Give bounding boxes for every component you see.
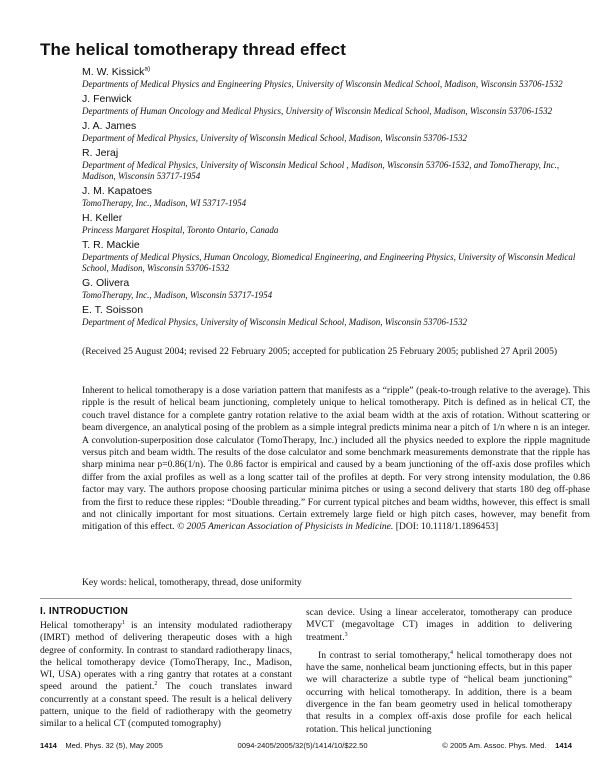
page-number-left: 1414 [40, 741, 57, 750]
author-block [82, 304, 582, 328]
author-name: J. A. James [82, 120, 137, 132]
body-paragraph [306, 607, 572, 644]
author-name: H. Keller [82, 212, 123, 224]
author-name: G. Olivera [82, 277, 130, 289]
abstract-body: Inherent to helical tomotherapy is a dose variation pattern that manifests as a “ripple” (peak-to-trough relative to the average). This ripple is the result of helical beam junctioning, completely unique to helical tomotherapy. Pitch is defined as in helical CT, the couch travel distance for a complete gantry rotation relative to the axial beam width at the axis of rotation. Without scattering or beam divergence, an analytical posing of the problem as a simple integral predicts minima near a pitch of 1/n where n is an integer. A convolution-superposition dose calculator (TomoTherapy, Inc.) included all the physics needed to explore the ripple magnitude versus pitch and beam width. The results of the dose calculator and some benchmark measurements demonstrate that the ripple has sharp minima near p=0.86(1/n). The 0.86 factor is empirical and caused by a beam junctioning of the off-axis dose profiles which differ from the axial profiles as well as a long scatter tail of the profiles at depth. For very strong intensity modulation, the 0.86 factor may vary. The authors propose choosing particular minima pitches or using a second delivery that starts 180 deg off-phase from the first to reduce these ripples: “Double threading.” For current typical pitches and beam widths, however, this effect is small and not clinically important for most situations. Certain extremely large field or high pitch cases, however, may benefit from mitigation of this effect. [82, 385, 590, 533]
abstract [82, 385, 590, 534]
body-text: helical tomotherapy does not have the same, nonhelical beam junctioning effects, but in this paper we will characterize a subtle type of “helical beam junctioning” occurring with helical tomotherapy. In addition, there is a beam divergence in the fan beam geometry used in helical tomotherapy that results in a complex off-axis dose profile for each helical rotation. This helical junctioning [306, 649, 572, 735]
section-divider [40, 598, 572, 599]
author-name: J. M. Kapatoes [82, 185, 153, 197]
body-text: Helical tomotherapy [40, 620, 123, 631]
author-name: J. Fenwick [82, 93, 132, 105]
publisher-copyright: © 2005 Am. Assoc. Phys. Med. [442, 741, 547, 750]
author-block [82, 185, 582, 209]
body-column-left [40, 620, 292, 731]
body-text: is an intensity modulated radiotherapy (IMRT) method of delivering therapeutic doses with a high degree of conformity. In contrast to standard radiotherapy linacs, the helical tomotherapy device (TomoTherapy, Inc., Madison, WI, USA) operates with a ring gantry that rotates at a constant speed around the patient. [40, 620, 292, 693]
author-affiliation: Departments of Medical Physics and Engineering Physics, University of Wisconsin Medical School, Madison, Wisconsin 53706-1532 [82, 79, 563, 89]
author-block [82, 120, 582, 144]
body-text: The couch translates inward concurrently at a constant speed. The result is a helical delivery pattern, unique to the field of radiotherapy with the geometry similar to a helical CT (computed tomography) [40, 681, 292, 730]
author-affiliation: Departments of Medical Physics, Human Oncology, Biomedical Engineering, and Engineering Physics, University of Wisconsin Medical School, Madison, Wisconsin 53706-1532 [82, 252, 576, 273]
author-name: E. T. Soisson [82, 304, 144, 316]
page-number-right: 1414 [555, 741, 572, 750]
reference-mark: 4 [449, 649, 453, 656]
page-footer [40, 741, 572, 750]
author-name: R. Jeraj [82, 147, 119, 159]
author-block [82, 212, 582, 236]
author-affiliation: Department of Medical Physics, University of Wisconsin Medical School , Madison, Wisconsin 53706-1532, and TomoTherapy, Inc., Madison, Wisconsin 53717-1954 [82, 160, 560, 181]
body-column-right [306, 607, 572, 736]
keywords: Key words: helical, tomotherapy, thread, dose uniformity [82, 577, 302, 588]
section-heading: I. INTRODUCTION [40, 606, 128, 617]
body-paragraph [40, 620, 292, 731]
article-code: 0094-2405/2005/32(5)/1414/10/$22.50 [237, 741, 368, 750]
body-text: scan device. Using a linear accelerator, tomotherapy can produce MVCT (megavoltage CT) images in addition to delivering treatment. [306, 607, 572, 643]
abstract-doi: [DOI: 10.1118/1.1896453] [395, 521, 499, 533]
author-block [82, 239, 582, 274]
author-affiliation: Department of Medical Physics, University of Wisconsin Medical School, Madison, Wisconsin 53706-1532 [82, 317, 467, 327]
author-affiliation: TomoTherapy, Inc., Madison, WI 53717-1954 [82, 198, 247, 208]
author-affiliation: Department of Medical Physics, University of Wisconsin Medical School, Madison, Wisconsin 53706-1532 [82, 133, 467, 143]
reference-mark: 1 [122, 619, 126, 626]
author-block [82, 277, 582, 301]
author-affiliation: TomoTherapy, Inc., Madison, Wisconsin 53717-1954 [82, 290, 273, 300]
author-block [82, 66, 582, 90]
paper-title: The helical tomotherapy thread effect [40, 40, 346, 59]
author-list [82, 66, 582, 331]
reference-mark: 3 [344, 631, 348, 638]
reference-mark: 2 [154, 681, 158, 688]
author-footnote-mark: a) [144, 65, 151, 73]
abstract-copyright: © 2005 American Association of Physicists in Medicine. [176, 521, 394, 533]
journal-citation: Med. Phys. 32 (5), May 2005 [65, 741, 163, 750]
author-name: T. R. Mackie [82, 239, 140, 251]
author-affiliation: Departments of Human Oncology and Medical Physics, University of Wisconsin Medical School, Madison, Wisconsin 53706-1532 [82, 106, 553, 116]
body-paragraph [306, 650, 572, 736]
received-dates: (Received 25 August 2004; revised 22 February 2005; accepted for publication 25 February 2005; published 27 April 2005) [82, 346, 558, 357]
author-block [82, 93, 582, 117]
body-text: In contrast to serial tomotherapy, [318, 649, 450, 661]
author-block [82, 147, 582, 182]
author-affiliation: Princess Margaret Hospital, Toronto Ontario, Canada [82, 225, 279, 235]
author-name: M. W. Kissick [82, 66, 145, 78]
